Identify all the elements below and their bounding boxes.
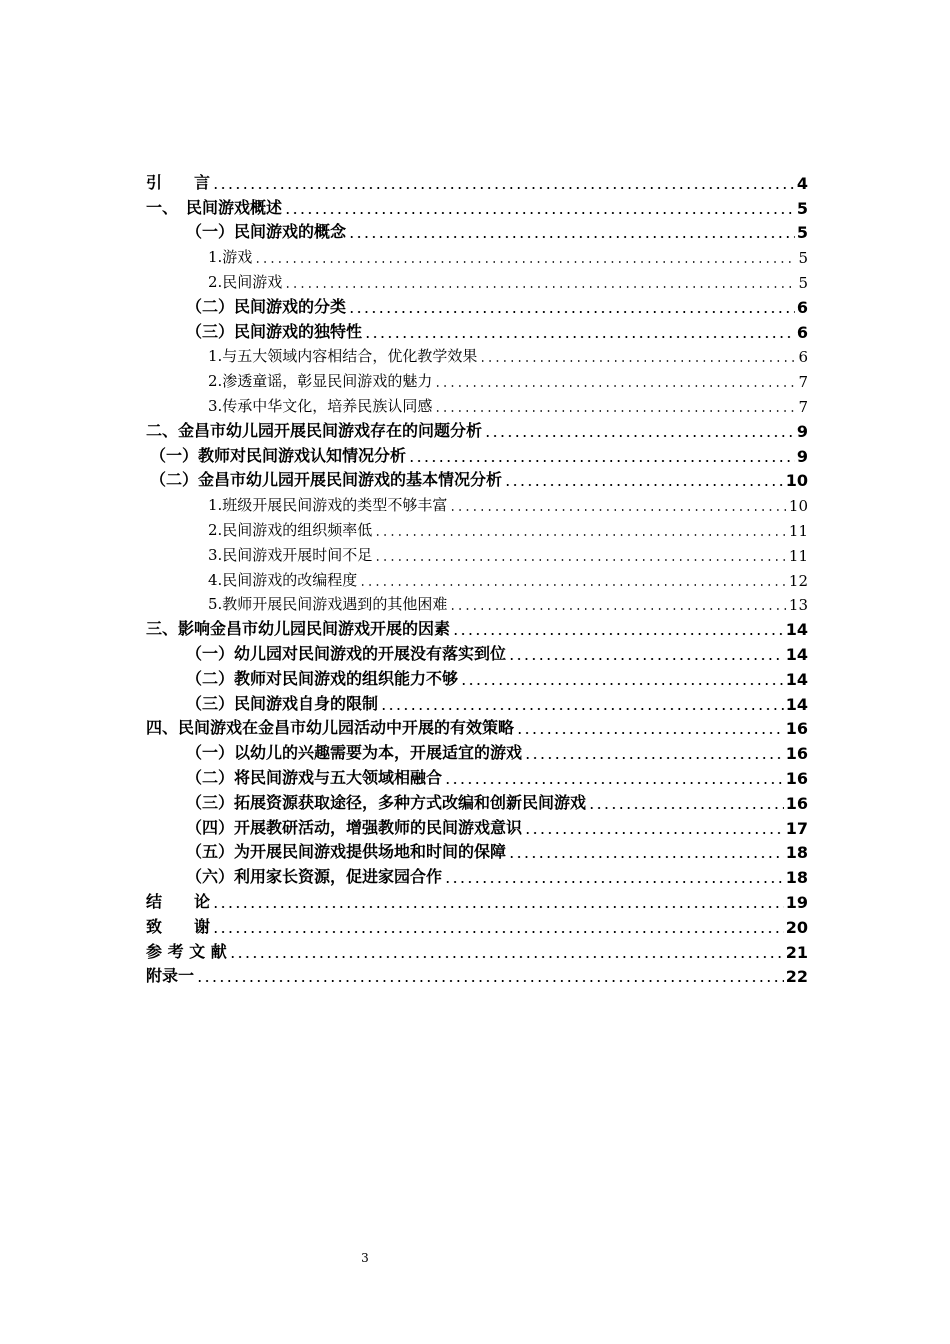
toc-entry[interactable] bbox=[146, 862, 808, 887]
toc-entry-title: （一）幼儿园对民间游戏的开展没有落实到位 bbox=[186, 643, 507, 663]
toc-dot-leader bbox=[479, 347, 796, 364]
toc-dot-leader bbox=[588, 792, 784, 810]
toc-entry[interactable] bbox=[146, 218, 808, 243]
toc-entry-title: 2.民间游戏 bbox=[208, 272, 283, 291]
toc-entry-title: （二）将民间游戏与五大领域相融合 bbox=[186, 767, 443, 787]
toc-entry-page: 22 bbox=[785, 967, 808, 987]
toc-entry-title: （三）民间游戏的独特性 bbox=[186, 321, 363, 341]
toc-dot-leader bbox=[364, 321, 795, 339]
toc-entry[interactable] bbox=[146, 416, 808, 441]
toc-entry-page: 11 bbox=[788, 521, 808, 540]
toc-entry[interactable] bbox=[146, 714, 808, 739]
toc-entry[interactable] bbox=[146, 515, 808, 540]
toc-entry-title: （一）教师对民间游戏认知情况分析 bbox=[150, 445, 407, 465]
toc-entry[interactable] bbox=[146, 441, 808, 466]
toc-dot-leader bbox=[212, 891, 784, 909]
toc-entry[interactable] bbox=[146, 490, 808, 515]
toc-entry[interactable] bbox=[146, 317, 808, 342]
toc-entry[interactable] bbox=[146, 788, 808, 813]
toc-dot-leader bbox=[484, 420, 795, 438]
toc-dot-leader bbox=[449, 595, 787, 612]
toc-entry[interactable] bbox=[146, 391, 808, 416]
toc-entry-page: 7 bbox=[798, 397, 808, 416]
toc-dot-leader bbox=[444, 767, 784, 785]
toc-dot-leader bbox=[524, 743, 784, 761]
toc-entry-title: （六）利用家长资源，促进家园合作 bbox=[186, 867, 443, 887]
toc-entry[interactable] bbox=[146, 366, 808, 391]
toc-dot-leader bbox=[359, 570, 787, 587]
toc-entry-page: 14 bbox=[785, 694, 808, 714]
toc-entry-page: 5 bbox=[798, 249, 808, 268]
toc-entry-title: 1.游戏 bbox=[208, 248, 253, 267]
toc-entry-title: （二）教师对民间游戏的组织能力不够 bbox=[186, 668, 459, 688]
toc-entry-page: 5 bbox=[796, 198, 808, 218]
toc-dot-leader bbox=[524, 817, 784, 835]
toc-entry-page: 9 bbox=[796, 421, 808, 441]
toc-dot-leader bbox=[284, 272, 796, 289]
toc-entry-title: 结 论 bbox=[146, 891, 211, 911]
toc-entry-page: 16 bbox=[785, 719, 808, 739]
toc-entry-title: 致 谢 bbox=[146, 916, 211, 936]
toc-entry-title: 3.民间游戏开展时间不足 bbox=[208, 545, 373, 564]
toc-entry[interactable] bbox=[146, 838, 808, 863]
toc-dot-leader bbox=[212, 916, 784, 934]
toc-dot-leader bbox=[374, 520, 787, 537]
toc-entry-page: 20 bbox=[785, 917, 808, 937]
toc-dot-leader bbox=[434, 396, 796, 413]
toc-entry-page: 6 bbox=[796, 297, 808, 317]
toc-dot-leader bbox=[434, 372, 796, 389]
toc-entry-title: （三）拓展资源获取途径，多种方式改编和创新民间游戏 bbox=[186, 792, 587, 812]
toc-entry-page: 18 bbox=[785, 868, 808, 888]
toc-entry-title: 四、民间游戏在金昌市幼儿园活动中开展的有效策略 bbox=[146, 718, 515, 738]
toc-entry-page: 6 bbox=[798, 348, 808, 367]
toc-entry[interactable] bbox=[146, 912, 808, 937]
toc-entry[interactable] bbox=[146, 292, 808, 317]
toc-entry[interactable] bbox=[146, 540, 808, 565]
toc-entry-page: 14 bbox=[785, 620, 808, 640]
toc-entry-title: 2.民间游戏的组织频率低 bbox=[208, 520, 373, 539]
toc-entry[interactable] bbox=[146, 590, 808, 615]
toc-entry-page: 18 bbox=[785, 843, 808, 863]
toc-entry[interactable] bbox=[146, 342, 808, 367]
toc-dot-leader bbox=[284, 197, 795, 215]
toc-entry-page: 7 bbox=[798, 373, 808, 392]
toc-entry-title: 1.与五大领域内容相结合，优化教学效果 bbox=[208, 347, 478, 366]
toc-entry-page: 5 bbox=[796, 223, 808, 243]
toc-dot-leader bbox=[444, 867, 784, 885]
toc-dot-leader bbox=[516, 718, 784, 736]
toc-entry-page: 21 bbox=[785, 942, 808, 962]
toc-dot-leader bbox=[504, 470, 784, 488]
toc-entry-page: 12 bbox=[788, 571, 808, 590]
toc-entry[interactable] bbox=[146, 962, 808, 987]
toc-entry[interactable] bbox=[146, 887, 808, 912]
toc-entry-title: （四）开展教研活动，增强教师的民间游戏意识 bbox=[186, 817, 523, 837]
toc-dot-leader bbox=[452, 619, 784, 637]
toc-entry-title: 附录一 bbox=[146, 966, 195, 986]
toc-entry-page: 6 bbox=[796, 322, 808, 342]
toc-dot-leader bbox=[374, 545, 787, 562]
toc-entry-page: 5 bbox=[798, 273, 808, 292]
toc-dot-leader bbox=[380, 693, 784, 711]
toc-entry-title: （三）民间游戏自身的限制 bbox=[186, 693, 379, 713]
toc-entry-page: 17 bbox=[785, 818, 808, 838]
toc-entry[interactable] bbox=[146, 664, 808, 689]
table-of-contents bbox=[146, 168, 808, 986]
toc-entry-title: 一、 民间游戏概述 bbox=[146, 197, 283, 217]
toc-entry-page: 11 bbox=[788, 546, 808, 565]
toc-entry-title: 3.传承中华文化，培养民族认同感 bbox=[208, 396, 433, 415]
toc-dot-leader bbox=[408, 445, 795, 463]
toc-entry[interactable] bbox=[146, 267, 808, 292]
toc-dot-leader bbox=[348, 222, 795, 240]
toc-entry-title: 2.渗透童谣，彰显民间游戏的魅力 bbox=[208, 372, 433, 391]
toc-entry-page: 16 bbox=[785, 768, 808, 788]
toc-entry-page: 10 bbox=[785, 471, 808, 491]
toc-dot-leader bbox=[196, 966, 784, 984]
toc-entry[interactable] bbox=[146, 689, 808, 714]
toc-dot-leader bbox=[254, 248, 796, 265]
toc-entry-title: （五）为开展民间游戏提供场地和时间的保障 bbox=[186, 842, 507, 862]
toc-entry-title: 1.班级开展民间游戏的类型不够丰富 bbox=[208, 496, 448, 515]
toc-entry[interactable] bbox=[146, 738, 808, 763]
toc-entry-title: 引 言 bbox=[146, 172, 211, 192]
toc-entry-title: （二）金昌市幼儿园开展民间游戏的基本情况分析 bbox=[150, 470, 503, 490]
toc-entry[interactable] bbox=[146, 242, 808, 267]
toc-entry[interactable] bbox=[146, 937, 808, 962]
toc-dot-leader bbox=[449, 496, 787, 513]
toc-entry-page: 13 bbox=[788, 596, 808, 615]
toc-entry-title: 4.民间游戏的改编程度 bbox=[208, 570, 358, 589]
toc-entry-page: 9 bbox=[796, 446, 808, 466]
toc-dot-leader bbox=[508, 643, 784, 661]
toc-dot-leader bbox=[212, 172, 795, 190]
toc-entry-page: 16 bbox=[785, 793, 808, 813]
toc-entry-title: 5.教师开展民间游戏遇到的其他困难 bbox=[208, 595, 448, 614]
toc-dot-leader bbox=[508, 842, 784, 860]
toc-entry-title: 三、影响金昌市幼儿园民间游戏开展的因素 bbox=[146, 619, 451, 639]
page-number: 3 bbox=[361, 1251, 369, 1265]
toc-entry[interactable] bbox=[146, 614, 808, 639]
toc-dot-leader bbox=[348, 296, 795, 314]
toc-entry[interactable] bbox=[146, 466, 808, 491]
toc-entry-page: 16 bbox=[785, 744, 808, 764]
toc-entry-title: （一）民间游戏的概念 bbox=[186, 222, 347, 242]
toc-entry-page: 10 bbox=[788, 497, 808, 516]
toc-dot-leader bbox=[460, 668, 784, 686]
toc-entry[interactable] bbox=[146, 639, 808, 664]
toc-entry-title: （二）民间游戏的分类 bbox=[186, 296, 347, 316]
toc-entry-page: 14 bbox=[785, 669, 808, 689]
toc-entry[interactable] bbox=[146, 763, 808, 788]
toc-entry[interactable] bbox=[146, 813, 808, 838]
toc-entry-title: 参 考 文 献 bbox=[146, 941, 227, 961]
toc-entry[interactable] bbox=[146, 565, 808, 590]
toc-dot-leader bbox=[229, 941, 784, 959]
toc-entry-page: 4 bbox=[796, 173, 808, 193]
toc-entry-page: 19 bbox=[785, 892, 808, 912]
toc-entry-page: 14 bbox=[785, 644, 808, 664]
toc-entry-title: （一）以幼儿的兴趣需要为本，开展适宜的游戏 bbox=[186, 743, 523, 763]
toc-entry-title: 二、金昌市幼儿园开展民间游戏存在的问题分析 bbox=[146, 420, 483, 440]
toc-entry[interactable] bbox=[146, 193, 808, 218]
toc-entry[interactable] bbox=[146, 168, 808, 193]
